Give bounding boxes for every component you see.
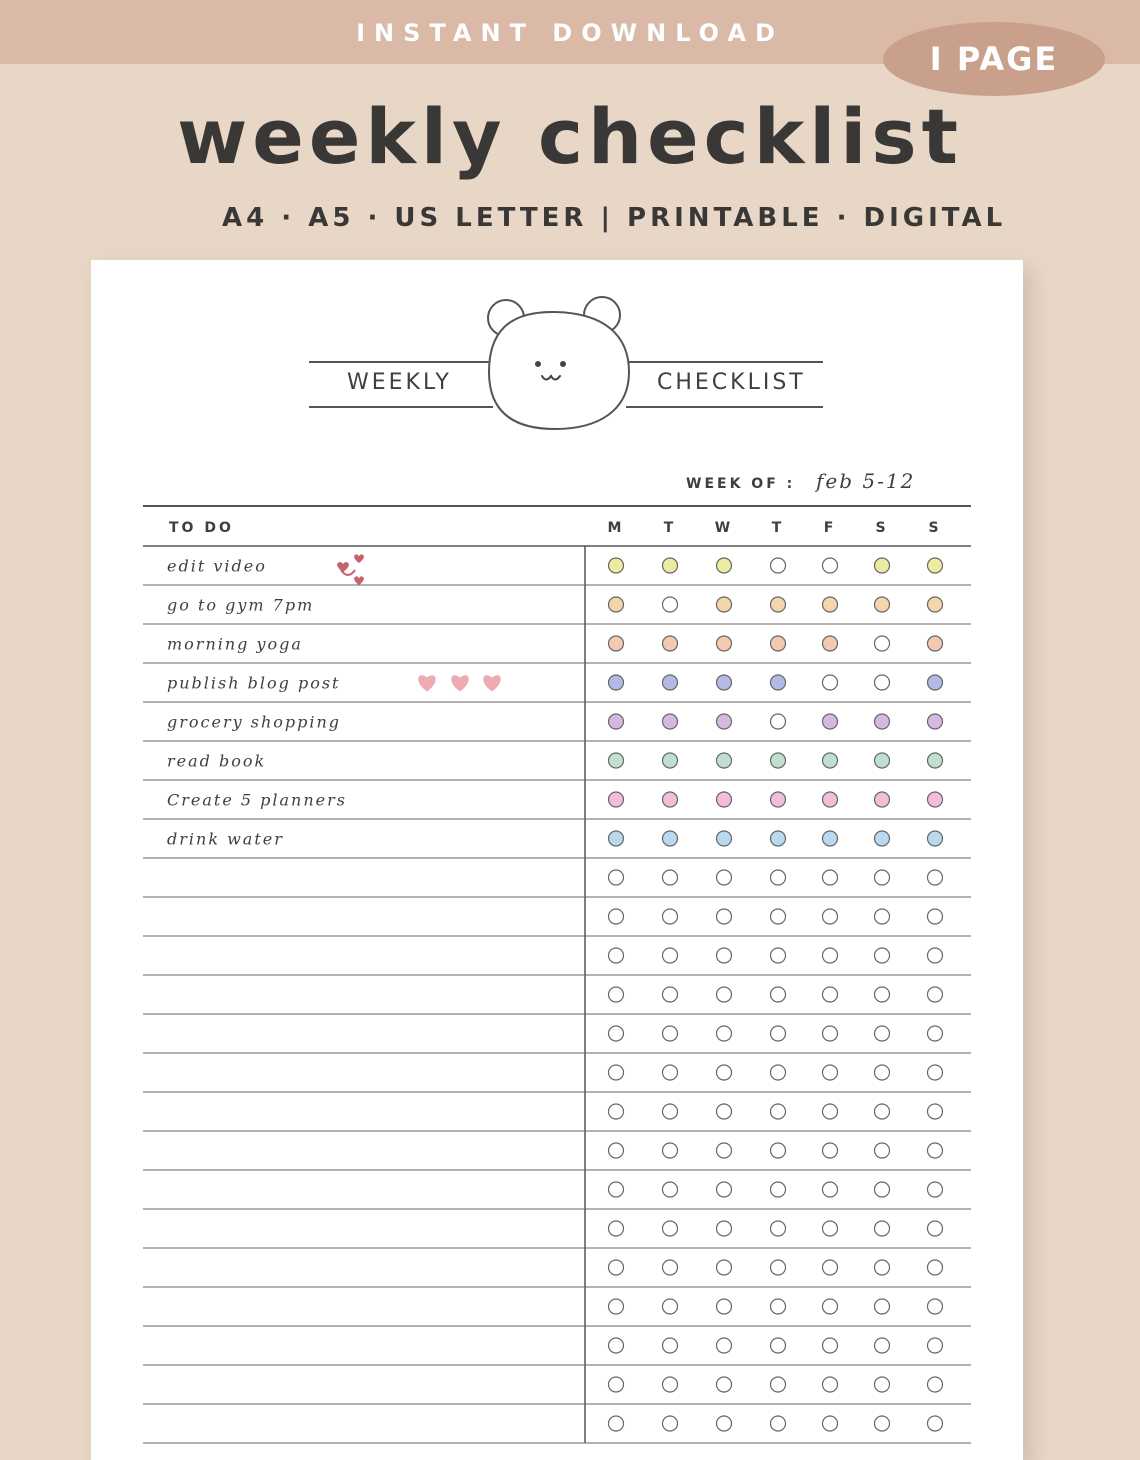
- checkbox-checked[interactable]: [875, 597, 890, 612]
- task-label: morning yoga: [167, 634, 303, 654]
- heart-icon: [418, 675, 435, 691]
- task-label: Create 5 planners: [167, 790, 347, 810]
- checkbox-empty[interactable]: [717, 1338, 732, 1353]
- checkbox-checked[interactable]: [717, 597, 732, 612]
- checkbox-empty[interactable]: [771, 987, 786, 1002]
- checkbox-checked[interactable]: [717, 558, 732, 573]
- checkbox-empty[interactable]: [609, 1182, 624, 1197]
- checkbox-empty[interactable]: [717, 1143, 732, 1158]
- checkbox-checked[interactable]: [663, 675, 678, 690]
- checkbox-empty[interactable]: [823, 558, 838, 573]
- checkbox-checked[interactable]: [771, 675, 786, 690]
- checkbox-empty[interactable]: [875, 948, 890, 963]
- checkbox-empty[interactable]: [928, 1299, 943, 1314]
- checkbox-checked[interactable]: [717, 792, 732, 807]
- checkbox-empty[interactable]: [663, 1104, 678, 1119]
- task-label: grocery shopping: [167, 712, 342, 732]
- checkbox-empty[interactable]: [823, 948, 838, 963]
- checkbox-checked[interactable]: [928, 792, 943, 807]
- checkbox-empty[interactable]: [823, 1182, 838, 1197]
- checkbox-empty[interactable]: [875, 1104, 890, 1119]
- heading-checklist: CHECKLIST: [657, 370, 806, 395]
- checkbox-empty[interactable]: [663, 1065, 678, 1080]
- checkbox-checked[interactable]: [875, 753, 890, 768]
- checkbox-checked[interactable]: [823, 792, 838, 807]
- checkbox-empty[interactable]: [609, 1299, 624, 1314]
- checkbox-empty[interactable]: [663, 1026, 678, 1041]
- checkbox-empty[interactable]: [928, 1065, 943, 1080]
- checkbox-checked[interactable]: [609, 792, 624, 807]
- checkbox-checked[interactable]: [928, 558, 943, 573]
- checkbox-empty[interactable]: [663, 1299, 678, 1314]
- checkbox-empty[interactable]: [717, 1260, 732, 1275]
- checkbox-checked[interactable]: [771, 831, 786, 846]
- checkbox-empty[interactable]: [823, 987, 838, 1002]
- page-count-badge: I PAGE: [883, 22, 1105, 96]
- checkbox-empty[interactable]: [823, 1221, 838, 1236]
- checkbox-empty[interactable]: [609, 1104, 624, 1119]
- checkbox-empty[interactable]: [771, 1221, 786, 1236]
- checkbox-empty[interactable]: [875, 1416, 890, 1431]
- checkbox-empty[interactable]: [928, 1026, 943, 1041]
- checkbox-empty[interactable]: [609, 1377, 624, 1392]
- checkbox-checked[interactable]: [663, 636, 678, 651]
- checkbox-checked[interactable]: [663, 792, 678, 807]
- checkbox-empty[interactable]: [875, 675, 890, 690]
- checkbox-empty[interactable]: [928, 987, 943, 1002]
- checkbox-checked[interactable]: [875, 558, 890, 573]
- checkbox-empty[interactable]: [663, 1143, 678, 1158]
- checkbox-empty[interactable]: [823, 909, 838, 924]
- checkbox-empty[interactable]: [609, 1026, 624, 1041]
- checkbox-checked[interactable]: [771, 597, 786, 612]
- checkbox-checked[interactable]: [823, 753, 838, 768]
- checkbox-empty[interactable]: [875, 909, 890, 924]
- checkbox-empty[interactable]: [823, 1299, 838, 1314]
- checkbox-empty[interactable]: [717, 1299, 732, 1314]
- checkbox-empty[interactable]: [875, 1143, 890, 1158]
- checkbox-empty[interactable]: [875, 636, 890, 651]
- checkbox-empty[interactable]: [875, 1377, 890, 1392]
- checkbox-empty[interactable]: [663, 1377, 678, 1392]
- checkbox-empty[interactable]: [928, 948, 943, 963]
- checkbox-empty[interactable]: [823, 1104, 838, 1119]
- checkbox-checked[interactable]: [717, 636, 732, 651]
- day-header-6: S: [928, 520, 942, 536]
- checkbox-checked[interactable]: [717, 675, 732, 690]
- checkbox-empty[interactable]: [663, 1221, 678, 1236]
- checkbox-empty[interactable]: [717, 948, 732, 963]
- checkbox-empty[interactable]: [875, 1299, 890, 1314]
- checkbox-checked[interactable]: [875, 792, 890, 807]
- checkbox-checked[interactable]: [609, 714, 624, 729]
- checkbox-empty[interactable]: [875, 1026, 890, 1041]
- checkbox-empty[interactable]: [928, 909, 943, 924]
- checkbox-checked[interactable]: [663, 558, 678, 573]
- checkbox-empty[interactable]: [771, 1260, 786, 1275]
- checkbox-empty[interactable]: [823, 1416, 838, 1431]
- checkbox-empty[interactable]: [771, 714, 786, 729]
- checkbox-empty[interactable]: [823, 675, 838, 690]
- checkbox-empty[interactable]: [717, 870, 732, 885]
- checkbox-empty[interactable]: [771, 909, 786, 924]
- day-header-1: T: [663, 520, 677, 536]
- checkbox-empty[interactable]: [875, 1260, 890, 1275]
- product-title: weekly checklist: [177, 92, 963, 181]
- checkbox-checked[interactable]: [663, 831, 678, 846]
- checkbox-empty[interactable]: [823, 1260, 838, 1275]
- checkbox-empty[interactable]: [609, 1143, 624, 1158]
- todo-header: TO DO: [169, 520, 234, 536]
- checkbox-empty[interactable]: [663, 1338, 678, 1353]
- checkbox-empty[interactable]: [609, 1260, 624, 1275]
- checkbox-empty[interactable]: [771, 1416, 786, 1431]
- checkbox-empty[interactable]: [875, 1065, 890, 1080]
- heart-icon: [483, 675, 500, 691]
- checkbox-empty[interactable]: [609, 1416, 624, 1431]
- task-label: go to gym 7pm: [167, 595, 315, 615]
- checkbox-checked[interactable]: [609, 831, 624, 846]
- checkbox-empty[interactable]: [928, 1143, 943, 1158]
- checkbox-checked[interactable]: [823, 714, 838, 729]
- checkbox-empty[interactable]: [771, 1143, 786, 1158]
- format-list: A4 · A5 · US LETTER | PRINTABLE · DIGITAL: [222, 203, 1007, 233]
- checkbox-checked[interactable]: [928, 597, 943, 612]
- checkbox-empty[interactable]: [663, 1182, 678, 1197]
- checkbox-checked[interactable]: [771, 636, 786, 651]
- checkbox-empty[interactable]: [875, 1221, 890, 1236]
- checkbox-empty[interactable]: [928, 1260, 943, 1275]
- checkbox-checked[interactable]: [609, 636, 624, 651]
- day-header-4: F: [823, 520, 837, 536]
- checkbox-empty[interactable]: [771, 1377, 786, 1392]
- planner-page: [91, 260, 1023, 1460]
- task-label: read book: [167, 751, 267, 771]
- checkbox-empty[interactable]: [771, 1104, 786, 1119]
- week-of-label: WEEK OF :: [686, 476, 796, 492]
- checkbox-empty[interactable]: [875, 1338, 890, 1353]
- checkbox-checked[interactable]: [771, 753, 786, 768]
- checkbox-checked[interactable]: [609, 597, 624, 612]
- checkbox-checked[interactable]: [928, 753, 943, 768]
- checkbox-empty[interactable]: [771, 1299, 786, 1314]
- checkbox-empty[interactable]: [771, 558, 786, 573]
- checkbox-empty[interactable]: [663, 597, 678, 612]
- checkbox-empty[interactable]: [928, 1338, 943, 1353]
- checkbox-empty[interactable]: [928, 1416, 943, 1431]
- checkbox-checked[interactable]: [928, 714, 943, 729]
- checkbox-checked[interactable]: [717, 753, 732, 768]
- checkbox-empty[interactable]: [928, 1104, 943, 1119]
- checkbox-empty[interactable]: [771, 1182, 786, 1197]
- checkbox-empty[interactable]: [717, 1065, 732, 1080]
- checkbox-empty[interactable]: [663, 1416, 678, 1431]
- checkbox-empty[interactable]: [663, 870, 678, 885]
- checkbox-empty[interactable]: [771, 948, 786, 963]
- checkbox-checked[interactable]: [928, 831, 943, 846]
- task-label: edit video: [167, 556, 267, 576]
- day-header-3: T: [771, 520, 785, 536]
- week-of-value: feb 5-12: [816, 469, 916, 493]
- checkbox-empty[interactable]: [609, 909, 624, 924]
- checkbox-empty[interactable]: [717, 909, 732, 924]
- checkbox-empty[interactable]: [609, 1338, 624, 1353]
- checkbox-checked[interactable]: [875, 714, 890, 729]
- checkbox-empty[interactable]: [771, 1065, 786, 1080]
- checkbox-empty[interactable]: [823, 1143, 838, 1158]
- checkbox-checked[interactable]: [928, 636, 943, 651]
- checkbox-empty[interactable]: [823, 1026, 838, 1041]
- checkbox-checked[interactable]: [823, 831, 838, 846]
- heading-weekly: WEEKLY: [347, 370, 452, 395]
- heart-icon: [451, 675, 468, 691]
- checkbox-checked[interactable]: [663, 753, 678, 768]
- smiley-doodle-icon: [337, 554, 364, 585]
- instant-download-label: INSTANT DOWNLOAD: [356, 19, 784, 47]
- checkbox-empty[interactable]: [717, 987, 732, 1002]
- checkbox-checked[interactable]: [717, 831, 732, 846]
- task-label: publish blog post: [167, 673, 341, 693]
- checkbox-empty[interactable]: [663, 909, 678, 924]
- checkbox-empty[interactable]: [928, 1377, 943, 1392]
- checkbox-checked[interactable]: [928, 675, 943, 690]
- checkbox-checked[interactable]: [823, 636, 838, 651]
- checkbox-empty[interactable]: [771, 1338, 786, 1353]
- checkbox-empty[interactable]: [663, 1260, 678, 1275]
- checkbox-empty[interactable]: [609, 1065, 624, 1080]
- checkbox-empty[interactable]: [609, 948, 624, 963]
- checkbox-empty[interactable]: [609, 870, 624, 885]
- checkbox-empty[interactable]: [663, 948, 678, 963]
- checkbox-checked[interactable]: [663, 714, 678, 729]
- checkbox-checked[interactable]: [609, 753, 624, 768]
- checklist-table: [91, 260, 1023, 1460]
- checkbox-empty[interactable]: [928, 1221, 943, 1236]
- checkbox-empty[interactable]: [717, 1182, 732, 1197]
- checkbox-empty[interactable]: [663, 987, 678, 1002]
- checkbox-empty[interactable]: [609, 987, 624, 1002]
- checkbox-empty[interactable]: [823, 1338, 838, 1353]
- checkbox-checked[interactable]: [823, 597, 838, 612]
- checkbox-empty[interactable]: [771, 870, 786, 885]
- checkbox-empty[interactable]: [875, 1182, 890, 1197]
- checkbox-empty[interactable]: [609, 1221, 624, 1236]
- day-header-0: M: [607, 520, 625, 536]
- checkbox-empty[interactable]: [717, 1221, 732, 1236]
- checkbox-empty[interactable]: [717, 1026, 732, 1041]
- day-header-2: W: [714, 520, 734, 536]
- checkbox-empty[interactable]: [717, 1416, 732, 1431]
- checkbox-empty[interactable]: [875, 987, 890, 1002]
- checkbox-checked[interactable]: [771, 792, 786, 807]
- checkbox-checked[interactable]: [609, 675, 624, 690]
- task-label: drink water: [167, 829, 284, 849]
- checkbox-empty[interactable]: [771, 1026, 786, 1041]
- checkbox-empty[interactable]: [823, 870, 838, 885]
- checkbox-checked[interactable]: [875, 831, 890, 846]
- day-header-5: S: [875, 520, 889, 536]
- checkbox-empty[interactable]: [717, 1377, 732, 1392]
- checkbox-empty[interactable]: [823, 1065, 838, 1080]
- checkbox-empty[interactable]: [928, 1182, 943, 1197]
- checkbox-checked[interactable]: [717, 714, 732, 729]
- checkbox-empty[interactable]: [717, 1104, 732, 1119]
- checkbox-empty[interactable]: [875, 870, 890, 885]
- checkbox-empty[interactable]: [823, 1377, 838, 1392]
- checkbox-checked[interactable]: [609, 558, 624, 573]
- checkbox-empty[interactable]: [928, 870, 943, 885]
